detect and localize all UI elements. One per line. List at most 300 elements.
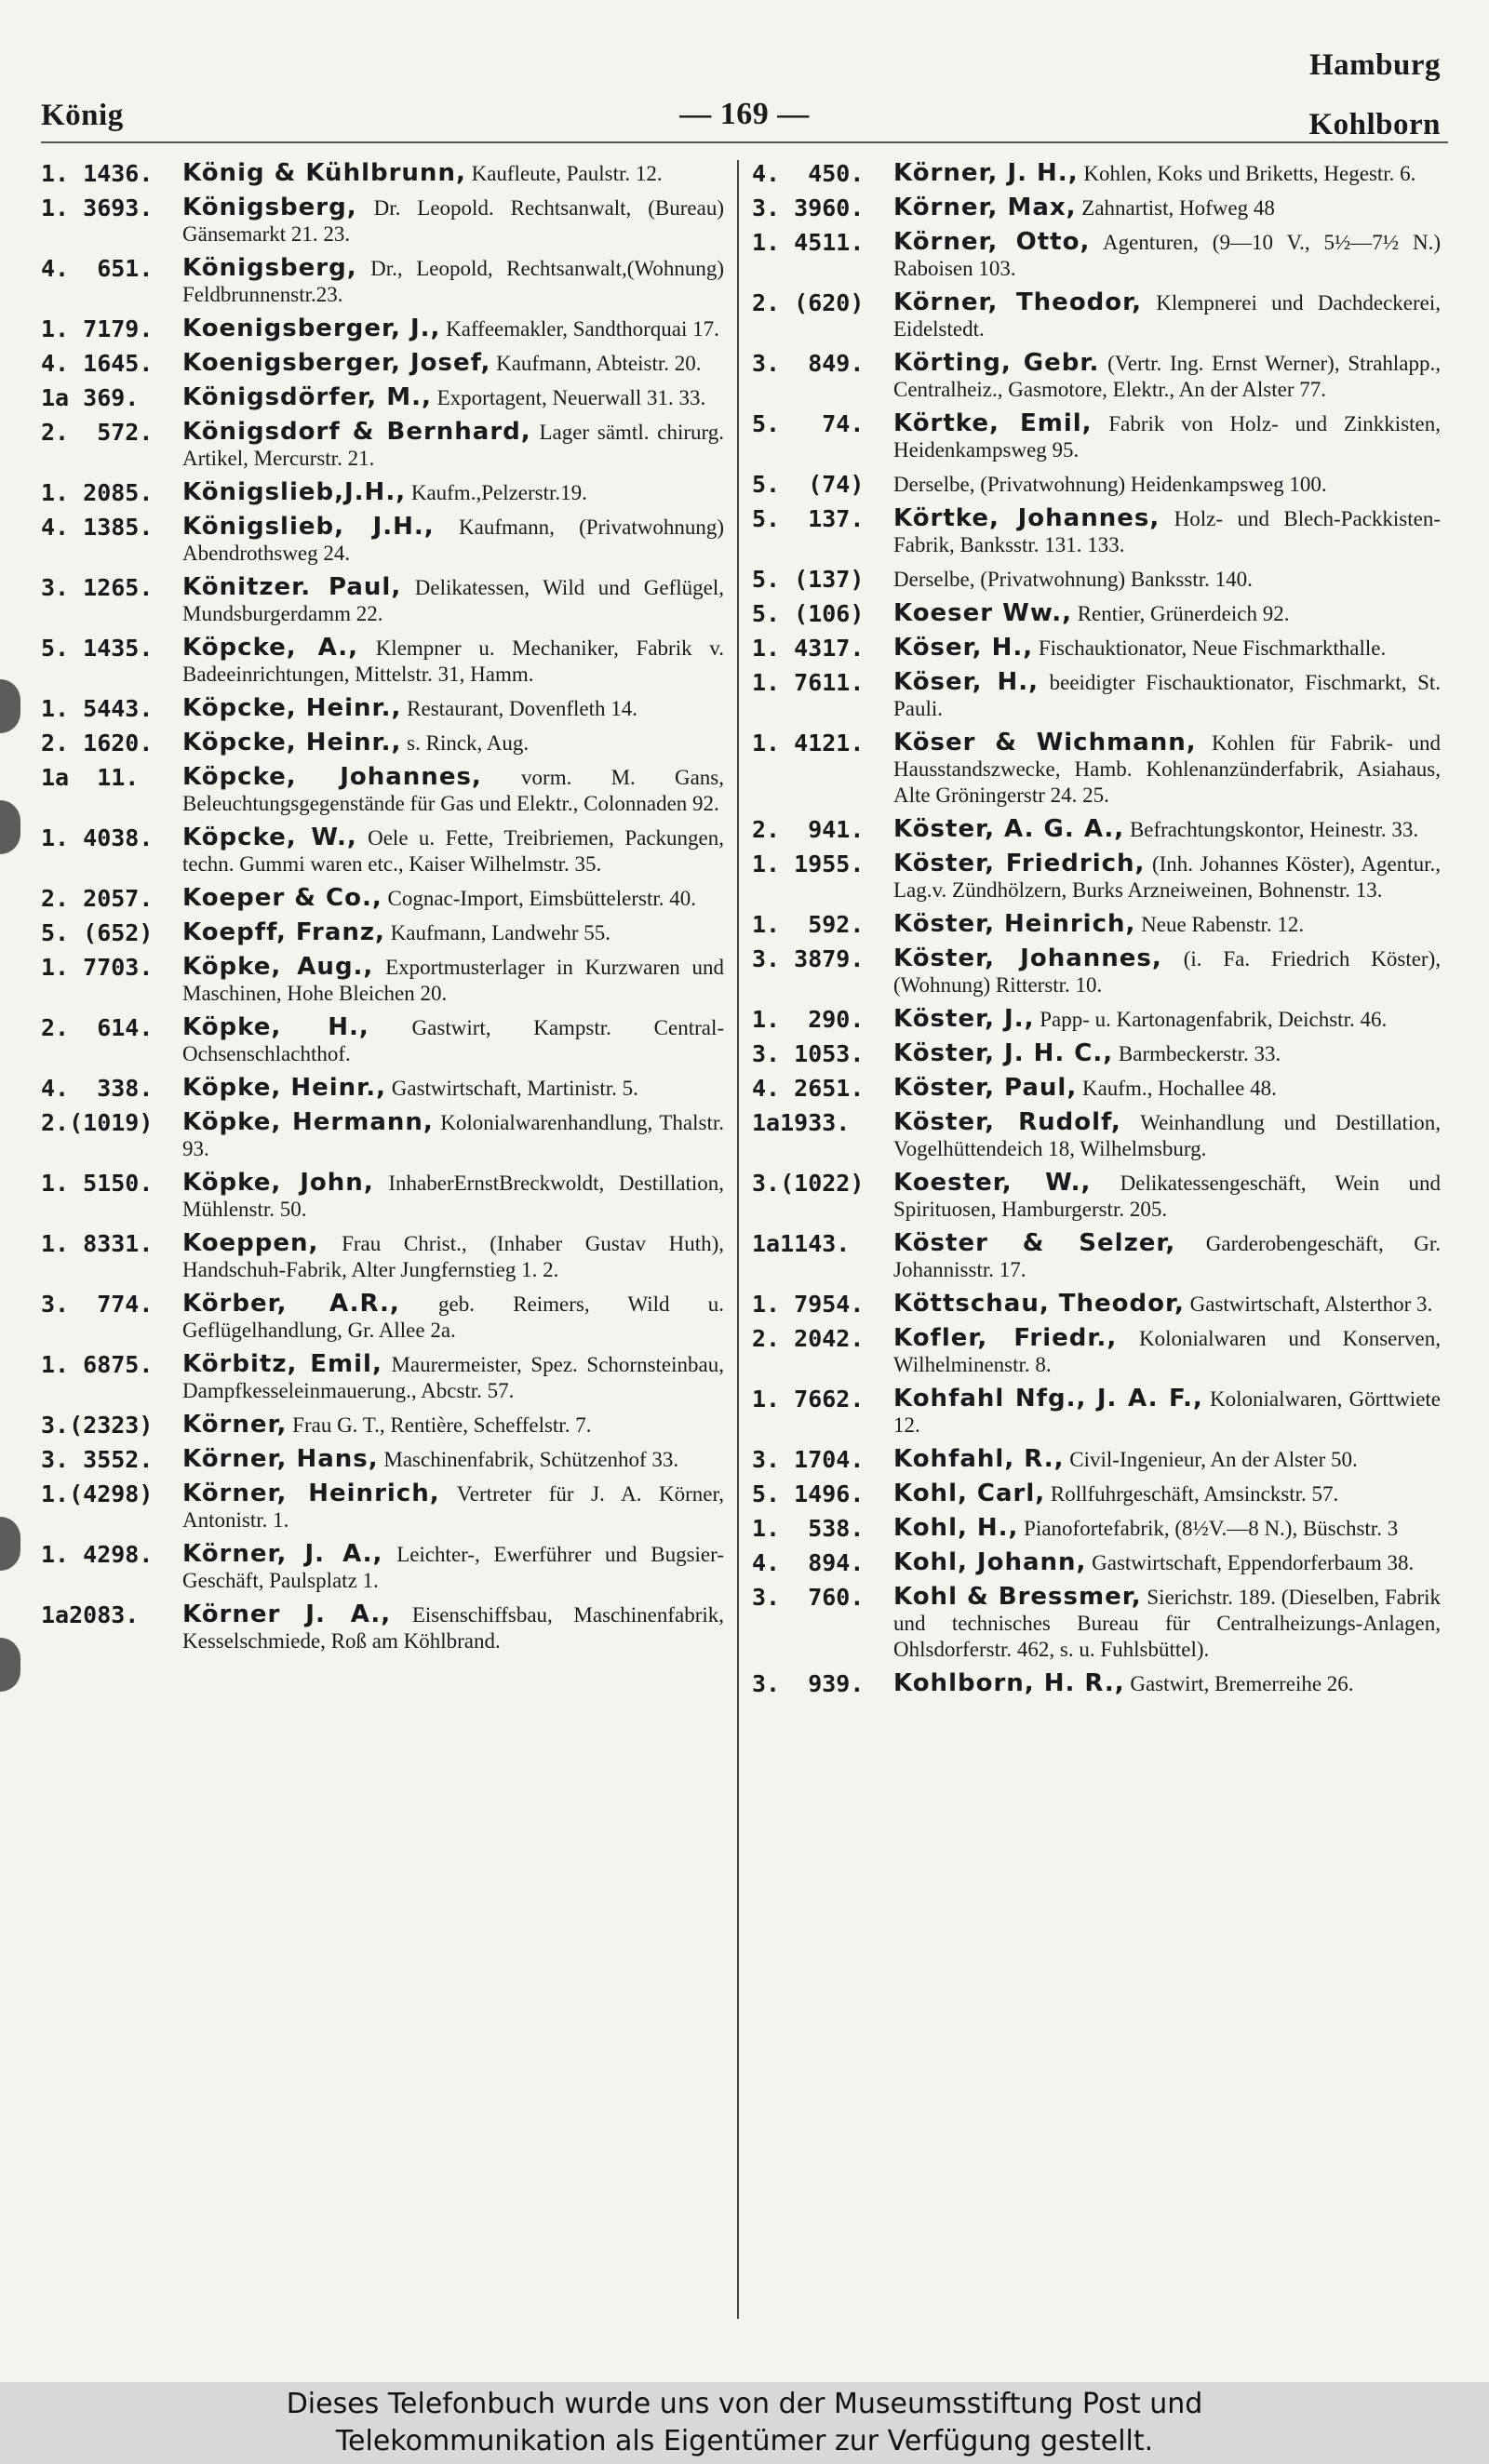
entry-details: Leichter-, Ewerführer und Bugsier-Geschäft, Paulsplatz 1. — [182, 1543, 725, 1592]
entry-body — [893, 160, 1441, 187]
directory-entry — [41, 315, 724, 342]
directory-entry — [752, 816, 1441, 843]
entry-body — [182, 824, 724, 877]
entry-body — [182, 160, 724, 187]
entry-body — [893, 410, 1441, 463]
subscriber-name: Körbitz, Emil, — [182, 1350, 382, 1378]
entry-details: Weinhandlung und Destillation, Vogelhüttendeich 18, Wilhelmsburg. — [893, 1111, 1441, 1160]
entry-body — [893, 505, 1441, 558]
directory-entry — [41, 954, 724, 1007]
subscriber-name: Köster, Heinrich, — [893, 910, 1136, 938]
phone-number: 2. 614. — [41, 1014, 154, 1041]
subscriber-name: Kohl & Bressmer, — [893, 1583, 1142, 1611]
header-rule — [41, 141, 1448, 143]
entry-body — [893, 1386, 1441, 1439]
subscriber-name: Körner, Otto, — [893, 228, 1091, 256]
phone-number: 5. 1435. — [41, 635, 154, 662]
subscriber-name: Körner, — [182, 1411, 288, 1439]
entry-details: Frau G. T., Rentière, Scheffelstr. 7. — [292, 1413, 592, 1437]
directory-entry — [41, 824, 724, 877]
phone-number: 4. 1385. — [41, 514, 154, 541]
entry-details: Klempner u. Mechaniker, Fabrik v. Badeeinrichtungen, Mittelstr. 31, Hamm. — [182, 636, 725, 686]
entry-body — [182, 1446, 724, 1473]
entry-body — [893, 911, 1441, 938]
subscriber-name: Köpke, Hermann, — [182, 1108, 434, 1136]
directory-entry — [752, 1325, 1441, 1378]
directory-entry — [752, 1549, 1441, 1576]
entry-details: Holz- und Blech-Packkisten-Fabrik, Banksstr. 131. 133. — [893, 507, 1442, 556]
subscriber-name: Königsdorf & Bernhard, — [182, 418, 531, 446]
subscriber-name: Köster, J. H. C., — [893, 1039, 1114, 1067]
entry-details: beeidigter Fischauktionator, Fischmarkt, St. Pauli. — [893, 671, 1442, 720]
directory-entry — [752, 194, 1441, 221]
thumb-shadow — [0, 800, 20, 854]
subscriber-name: Kohl, Johann, — [893, 1548, 1087, 1576]
directory-entry — [41, 1541, 724, 1594]
phone-number: 3. 3552. — [41, 1446, 154, 1473]
entry-body — [893, 1325, 1441, 1378]
directory-entry — [752, 1006, 1441, 1033]
subscriber-name: Köster, Paul, — [893, 1074, 1078, 1102]
subscriber-name: Kohl, Carl, — [893, 1480, 1046, 1507]
entry-body — [893, 566, 1441, 593]
subscriber-name: Koeper & Co., — [182, 884, 382, 912]
subscriber-name: Kohfahl, R., — [893, 1445, 1065, 1473]
subscriber-name: Königsberg, — [182, 254, 357, 282]
phone-number: 1. 7179. — [41, 315, 154, 342]
directory-entry — [41, 1601, 724, 1654]
entry-details: Maurermeister, Spez. Schornsteinbau, Dampfkesseleinmauerung., Abcstr. 57. — [182, 1353, 724, 1402]
entry-body — [182, 479, 724, 506]
entry-details: Cognac-Import, Eimsbüttelerstr. 40. — [387, 887, 697, 910]
directory-entry — [752, 1386, 1441, 1439]
phone-number: 4. 1645. — [41, 350, 154, 377]
subscriber-name: Köpcke, Heinr., — [182, 729, 402, 757]
subscriber-name: Köster, A. G. A., — [893, 815, 1125, 843]
subscriber-name: Königsdörfer, M., — [182, 383, 432, 411]
phone-number: 1. 4317. — [752, 635, 865, 662]
subscriber-name: Kohlborn, H. R., — [893, 1669, 1125, 1697]
entry-body — [182, 695, 724, 722]
entry-body — [182, 1601, 724, 1654]
phone-number: 1. 5150. — [41, 1170, 154, 1197]
phone-number: 3. 1265. — [41, 574, 154, 601]
entry-body — [182, 574, 724, 627]
directory-entry — [41, 194, 724, 248]
directory-entry — [752, 730, 1441, 809]
phone-number: 3. 849. — [752, 350, 865, 377]
entry-body — [182, 350, 724, 377]
entry-details: Sierichstr. 189. (Dieselben, Fabrik und technisches Bureau für Centralheizungs-Anlagen, Ohlsdorferstr. 462, s. u. Fuhlsbüttel). — [893, 1586, 1441, 1661]
entry-body — [182, 1541, 724, 1594]
entry-body — [182, 384, 724, 411]
entry-details: Dr., Leopold, Rechtsanwalt,(Wohnung) Feldbrunnenstr.23. — [182, 257, 724, 306]
entry-details: Eisenschiffsbau, Maschinenfabrik, Kesselschmiede, Roß am Köhlbrand. — [182, 1603, 725, 1653]
directory-entry — [41, 384, 724, 411]
phone-number: 4. 894. — [752, 1549, 865, 1576]
phone-number: 1a2083. — [41, 1601, 140, 1628]
entry-details: Kaufmann, Landwehr 55. — [390, 921, 610, 944]
subscriber-name: Koenigsberger, J., — [182, 315, 441, 342]
directory-entry — [41, 1109, 724, 1162]
entry-details: Kaffeemakler, Sandthorquai 17. — [446, 317, 719, 341]
subscriber-name: Körner, Heinrich, — [182, 1480, 440, 1507]
entry-body — [182, 954, 724, 1007]
entry-body — [182, 194, 724, 248]
subscriber-name: Körber, A.R., — [182, 1290, 400, 1318]
directory-entry — [41, 419, 724, 472]
entry-details: Papp- u. Kartonagenfabrik, Deichstr. 46. — [1040, 1008, 1388, 1031]
directory-entry — [752, 635, 1441, 662]
phone-number: 1. 6875. — [41, 1351, 154, 1378]
entry-body — [182, 1230, 724, 1283]
entry-body — [893, 350, 1441, 403]
directory-entry — [752, 1230, 1441, 1283]
directory-entry — [41, 885, 724, 912]
phone-number: 5. (652) — [41, 919, 154, 946]
entry-details: Kaufmann, Abteistr. 20. — [496, 352, 702, 375]
entry-body — [893, 194, 1441, 221]
phone-number: 1. 5443. — [41, 695, 154, 722]
thumb-shadow — [0, 1517, 20, 1571]
subscriber-name: Körner, J. H., — [893, 159, 1079, 187]
entry-body — [893, 1040, 1441, 1067]
directory-entry — [41, 1446, 724, 1473]
column-divider — [737, 160, 739, 2319]
directory-entry — [41, 1075, 724, 1102]
entry-details: Fabrik von Holz- und Zinkkisten, Heidenkampsweg 95. — [893, 412, 1441, 462]
directory-entry — [752, 505, 1441, 558]
phone-number: 1. 2085. — [41, 479, 154, 506]
subscriber-name: Körner, Theodor, — [893, 288, 1143, 316]
header-last-name: Kohlborn — [1308, 108, 1441, 141]
phone-number: 3. 1053. — [752, 1040, 865, 1067]
entry-body — [893, 1006, 1441, 1033]
entry-details: Rentier, Grünerdeich 92. — [1077, 602, 1290, 625]
entry-body — [182, 919, 724, 946]
subscriber-name: Köster, Friedrich, — [893, 850, 1146, 877]
directory-entry — [41, 1230, 724, 1283]
subscriber-name: Köpke, John, — [182, 1169, 374, 1197]
entry-details: Gastwirtschaft, Martinistr. 5. — [391, 1077, 638, 1100]
phone-number: 1. 1436. — [41, 160, 154, 187]
subscriber-name: König & Kühlbrunn, — [182, 159, 466, 187]
entry-details: s. Rinck, Aug. — [407, 731, 530, 755]
directory-entry — [41, 255, 724, 308]
entry-body — [182, 1291, 724, 1344]
phone-number: 4. 450. — [752, 160, 865, 187]
phone-number: 2.(1019) — [41, 1109, 154, 1136]
entry-details: Derselbe, (Privatwohnung) Banksstr. 140. — [893, 568, 1253, 591]
phone-number: 3.(1022) — [752, 1170, 865, 1197]
directory-entry — [752, 669, 1441, 722]
entry-details: Maschinenfabrik, Schützenhof 33. — [383, 1448, 679, 1471]
entry-body — [893, 1291, 1441, 1318]
entry-details: geb. Reimers, Wild u. Geflügelhandlung, Gr. Allee 2a. — [182, 1292, 725, 1342]
phone-number: 1. 4038. — [41, 824, 154, 851]
phone-number: 4. 2651. — [752, 1075, 865, 1102]
entry-details: Barmbeckerstr. 33. — [1118, 1042, 1281, 1065]
subscriber-name: Körtke, Johannes, — [893, 504, 1160, 532]
entry-body — [893, 471, 1441, 498]
entry-details: Kaufleute, Paulstr. 12. — [471, 162, 663, 185]
phone-number: 3. 939. — [752, 1670, 865, 1697]
entry-details: Lager sämtl. chirurg. Artikel, Mercurstr. 21. — [182, 421, 724, 470]
directory-entry — [752, 911, 1441, 938]
subscriber-name: Köser, H., — [893, 634, 1034, 662]
phone-number: 1a 369. — [41, 384, 140, 411]
entry-details: Gastwirtschaft, Eppendorferbaum 38. — [1092, 1551, 1415, 1574]
entry-body — [182, 885, 724, 912]
entry-body — [182, 730, 724, 757]
entry-body — [893, 1584, 1441, 1663]
subscriber-name: Koeser Ww., — [893, 599, 1072, 627]
subscriber-name: Köster & Selzer, — [893, 1229, 1176, 1257]
entry-details: Derselbe, (Privatwohnung) Heidenkampsweg 100. — [893, 473, 1327, 496]
footer-notice — [0, 2382, 1489, 2464]
entry-body — [893, 289, 1441, 342]
entry-body — [893, 1170, 1441, 1223]
directory-entry — [752, 600, 1441, 627]
directory-entry — [752, 1170, 1441, 1223]
phone-number: 1a1933. — [752, 1109, 851, 1136]
entry-body — [893, 1515, 1441, 1542]
entry-body — [893, 229, 1441, 282]
entry-details: Exportmusterlager in Kurzwaren und Maschinen, Hohe Bleichen 20. — [182, 956, 725, 1005]
phone-number: 1a 11. — [41, 764, 140, 791]
entry-details: Garderobengeschäft, Gr. Johannisstr. 17. — [893, 1232, 1442, 1281]
entry-details: vorm. M. Gans, Beleuchtungsgegenstände für Gas und Elektr., Colonnaden 92. — [182, 766, 725, 815]
entry-details: Pianofortefabrik, (8½V.—8 N.), Büschstr. 3 — [1024, 1517, 1399, 1540]
directory-entry — [41, 730, 724, 757]
entry-body — [893, 600, 1441, 627]
directory-entry — [41, 479, 724, 506]
entry-details: Civil-Ingenieur, An der Alster 50. — [1069, 1448, 1358, 1471]
subscriber-name: Köttschau, Theodor, — [893, 1290, 1185, 1318]
phone-number: 5. (137) — [752, 566, 865, 593]
entry-body — [893, 1075, 1441, 1102]
phone-number: 2. 2042. — [752, 1325, 865, 1352]
subscriber-name: Köpke, Heinr., — [182, 1074, 387, 1102]
phone-number: 2. 941. — [752, 816, 865, 843]
entry-body — [893, 1480, 1441, 1507]
subscriber-name: Koenigsberger, Josef, — [182, 349, 491, 377]
directory-entry — [41, 514, 724, 567]
entry-details: Exportagent, Neuerwall 31. 33. — [436, 386, 706, 409]
phone-number: 1. 3693. — [41, 194, 154, 221]
phone-number: 2. 1620. — [41, 730, 154, 757]
entry-body — [893, 1549, 1441, 1576]
subscriber-name: Köser & Wichmann, — [893, 729, 1197, 757]
phone-number: 5. 74. — [752, 410, 865, 437]
entry-body — [182, 419, 724, 472]
phone-number: 5. 137. — [752, 505, 865, 532]
phone-number: 3. 3879. — [752, 945, 865, 972]
entry-details: Vertreter für J. A. Körner, Antonistr. 1. — [182, 1482, 724, 1532]
phone-number: 1. 538. — [752, 1515, 865, 1542]
right-column — [752, 160, 1441, 1705]
entry-details: Frau Christ., (Inhaber Gustav Huth), Handschuh-Fabrik, Alter Jungfernstieg 1. 2. — [182, 1232, 724, 1281]
directory-entry — [752, 1670, 1441, 1697]
subscriber-name: Königslieb, J.H., — [182, 513, 435, 541]
phone-number: 4. 338. — [41, 1075, 154, 1102]
subscriber-name: Köser, H., — [893, 668, 1039, 696]
entry-body — [182, 1109, 724, 1162]
directory-entry — [752, 945, 1441, 998]
phone-number: 1. 7703. — [41, 954, 154, 981]
phone-number: 1.(4298) — [41, 1480, 154, 1507]
subscriber-name: Koester, W., — [893, 1169, 1092, 1197]
entry-details: Klempnerei und Dachdeckerei, Eidelstedt. — [893, 291, 1442, 341]
footer-line-2: Telekommunikation als Eigentümer zur Verfügung gestellt. — [335, 2425, 1154, 2457]
phone-number: 1. 592. — [752, 911, 865, 938]
entry-body — [182, 1480, 724, 1533]
directory-entry — [752, 1040, 1441, 1067]
subscriber-name: Körner, J. A., — [182, 1540, 383, 1568]
subscriber-name: Könitzer. Paul, — [182, 573, 402, 601]
entry-details: Kaufm., Hochallee 48. — [1081, 1077, 1277, 1100]
footer-line-1: Dieses Telefonbuch wurde uns von der Museumsstiftung Post und — [286, 2388, 1203, 2420]
directory-entry — [752, 160, 1441, 187]
subscriber-name: Körner, Max, — [893, 194, 1077, 221]
entry-details: Zahnartist, Hofweg 48 — [1081, 196, 1275, 220]
directory-entry — [41, 1412, 724, 1439]
directory-entry — [41, 160, 724, 187]
entry-details: Befrachtungskontor, Heinestr. 33. — [1129, 818, 1419, 841]
thumb-shadow — [0, 1638, 20, 1692]
entry-details: (i. Fa. Friedrich Köster), (Wohnung) Ritterstr. 10. — [893, 947, 1441, 997]
directory-entry — [41, 919, 724, 946]
phone-number: 3. 760. — [752, 1584, 865, 1611]
entry-details: (Inh. Johannes Köster), Agentur., Lag.v. Zündhölzern, Burks Arzneiweinen, Bohnenstr. 13. — [893, 852, 1441, 902]
entry-body — [893, 1670, 1441, 1697]
entry-details: Restaurant, Dovenfleth 14. — [407, 697, 637, 720]
phone-number: 3. 774. — [41, 1291, 154, 1318]
subscriber-name: Königsberg, — [182, 194, 357, 221]
directory-entry — [41, 635, 724, 688]
subscriber-name: Köpcke, A., — [182, 634, 359, 662]
entry-body — [182, 635, 724, 688]
phone-number: 3. 1704. — [752, 1446, 865, 1473]
entry-details: (Vertr. Ing. Ernst Werner), Strahlapp., Centralheiz., Gasmotore, Elektr., An der Alster 77. — [893, 352, 1441, 401]
entry-details: Dr. Leopold. Rechtsanwalt, (Bureau) Gänsemarkt 21. 23. — [182, 196, 725, 246]
header-city: Hamburg — [1308, 48, 1441, 82]
directory-entry — [752, 1480, 1441, 1507]
subscriber-name: Köpcke, Heinr., — [182, 694, 402, 722]
entry-body — [893, 945, 1441, 998]
left-column — [41, 160, 724, 1662]
directory-entry — [41, 574, 724, 627]
directory-entry — [752, 229, 1441, 282]
phone-number: 2. 2057. — [41, 885, 154, 912]
entry-body — [893, 816, 1441, 843]
directory-entry — [752, 1109, 1441, 1162]
entry-details: Gastwirt, Bremerreihe 26. — [1130, 1672, 1354, 1695]
entry-details: Kolonialwaren, Görttwiete 12. — [893, 1387, 1441, 1437]
phone-number: 4. 651. — [41, 255, 154, 282]
directory-entry — [41, 1351, 724, 1404]
entry-body — [182, 1351, 724, 1404]
directory-entry — [41, 1014, 724, 1067]
thumb-shadow — [0, 679, 20, 733]
entry-body — [182, 1412, 724, 1439]
phone-number: 1. 7662. — [752, 1386, 865, 1413]
entry-body — [893, 669, 1441, 722]
entry-details: Gastwirt, Kampstr. Central-Ochsenschlachthof. — [182, 1016, 724, 1065]
entry-body — [893, 1446, 1441, 1473]
subscriber-name: Körner J. A., — [182, 1600, 392, 1628]
entry-details: Kohlen für Fabrik- und Hausstandszwecke, Hamb. Kohlenanzünderfabrik, Asiahaus, Alte Gröningerstr 24. 25. — [893, 731, 1441, 807]
directory-entry — [752, 350, 1441, 403]
entry-body — [182, 1170, 724, 1223]
subscriber-name: Kofler, Friedr., — [893, 1324, 1118, 1352]
entry-details: Neue Rabenstr. 12. — [1141, 913, 1305, 936]
phone-number: 3. 3960. — [752, 194, 865, 221]
entry-details: Kaufmann, (Privatwohnung) Abendrothsweg 24. — [182, 516, 725, 565]
directory-entry — [41, 1291, 724, 1344]
directory-entry — [752, 410, 1441, 463]
entry-details: InhaberErnstBreckwoldt, Destillation, Mühlenstr. 50. — [182, 1172, 724, 1221]
phone-number: 2. 572. — [41, 419, 154, 446]
directory-entry — [41, 764, 724, 817]
subscriber-name: Körting, Gebr. — [893, 349, 1100, 377]
subscriber-name: Köpcke, Johannes, — [182, 763, 482, 791]
directory-entry — [752, 1291, 1441, 1318]
phone-number: 5. (74) — [752, 471, 865, 498]
subscriber-name: Koeppen, — [182, 1229, 319, 1257]
entry-details: Delikatessengeschäft, Wein und Spirituosen, Hamburgerstr. 205. — [893, 1172, 1442, 1221]
phone-number: 2. (620) — [752, 289, 865, 316]
entry-body — [182, 1014, 724, 1067]
entry-body — [182, 255, 724, 308]
phone-number: 5. 1496. — [752, 1480, 865, 1507]
phone-number: 1. 7611. — [752, 669, 865, 696]
directory-entry — [752, 1446, 1441, 1473]
entry-details: Fischauktionator, Neue Fischmarkthalle. — [1038, 636, 1387, 660]
directory-entry — [41, 350, 724, 377]
phone-number: 1. 8331. — [41, 1230, 154, 1257]
directory-entry — [752, 1515, 1441, 1542]
phone-number: 1. 4511. — [752, 229, 865, 256]
entry-body — [893, 850, 1441, 904]
subscriber-name: Köpcke, W., — [182, 824, 357, 851]
directory-entry — [752, 289, 1441, 342]
phone-number: 1. 1955. — [752, 850, 865, 877]
subscriber-name: Köpke, Aug., — [182, 953, 374, 981]
entry-details: Oele u. Fette, Treibriemen, Packungen, techn. Gummi waren etc., Kaiser Wilhelmstr. 35. — [182, 826, 724, 876]
entry-body — [893, 730, 1441, 809]
subscriber-name: Köster, Johannes, — [893, 944, 1162, 972]
subscriber-name: Köster, Rudolf, — [893, 1108, 1121, 1136]
entry-body — [182, 315, 724, 342]
subscriber-name: Kohl, H., — [893, 1514, 1019, 1542]
entry-details: Kolonialwaren und Konserven, Wilhelminenstr. 8. — [893, 1327, 1442, 1376]
entry-body — [182, 1075, 724, 1102]
entry-details: Kolonialwarenhandlung, Thalstr. 93. — [182, 1111, 724, 1160]
entry-body — [893, 1230, 1441, 1283]
entry-details: Delikatessen, Wild und Geflügel, Mundsburgerdamm 22. — [182, 576, 724, 625]
phone-number: 1. 7954. — [752, 1291, 865, 1318]
directory-entry — [752, 850, 1441, 904]
phone-number: 1. 290. — [752, 1006, 865, 1033]
entry-details: Kohlen, Koks und Briketts, Hegestr. 6. — [1083, 162, 1416, 185]
page-number: — 169 — — [679, 97, 810, 131]
subscriber-name: Körtke, Emil, — [893, 409, 1093, 437]
header-first-name: König — [41, 99, 124, 132]
subscriber-name: Köster, J., — [893, 1005, 1035, 1033]
entry-body — [182, 764, 724, 817]
phone-number: 1. 4298. — [41, 1541, 154, 1568]
